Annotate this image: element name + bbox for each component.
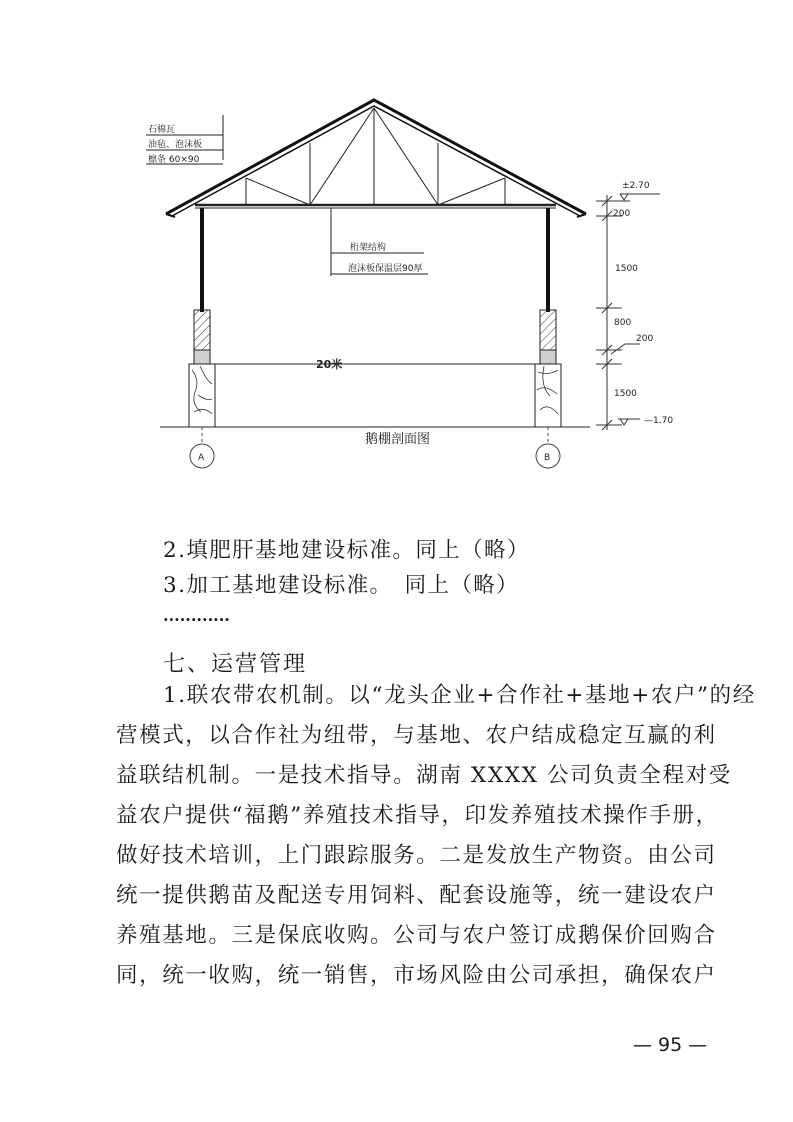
dim-1500-top: 1500 (615, 264, 638, 274)
dim-200-mid: 200 (636, 334, 654, 344)
axis-label-b: B (544, 453, 551, 463)
list-item: 2.填肥肝基地建设标准。同上（略） (163, 538, 530, 563)
wall-left (189, 310, 215, 427)
truss (195, 108, 556, 208)
section-heading: 七、运营管理 (163, 652, 308, 677)
paragraph-line: 做好技术培训，上门跟踪服务。二是发放生产物资。由公司 (116, 843, 717, 868)
roof (166, 100, 586, 217)
span-label: 20米 (316, 358, 343, 371)
goose-shed-section-diagram (0, 0, 793, 500)
paragraph-line: 益联结机制。一是技术指导。湖南 XXXX 公司负责全程对受 (116, 763, 732, 788)
diagram-svg (0, 0, 793, 500)
roof-label-3: 檩条 60×90 (148, 155, 200, 165)
ellipsis: ............ (163, 606, 230, 625)
dim-800: 800 (614, 318, 632, 328)
axis-label-a: A (198, 453, 205, 463)
list-item: 3.加工基地建设标准。 同上（略） (163, 573, 520, 598)
paragraph-line: 同，统一收购，统一销售，市场风险由公司承担，确保农户 (116, 963, 717, 988)
elevation-top: ±2.70 (622, 181, 650, 191)
dim-1500-bottom: 1500 (614, 389, 637, 399)
paragraph-line: 1.联农带农机制。以“龙头企业+合作社+基地+农户”的经 (163, 683, 756, 708)
structure-label-1: 桁架结构 (350, 243, 387, 253)
diagram-caption: 鹅棚剖面图 (365, 432, 431, 447)
paragraph-line: 营模式，以合作社为纽带，与基地、农户结成稳定互赢的利 (116, 723, 717, 748)
paragraph-line: 益农户提供“福鹅”养殖技术指导，印发养殖技术操作手册， (116, 803, 719, 828)
structure-label-2: 泡沫板保温层90厚 (348, 264, 423, 274)
paragraph-line: 养殖基地。三是保底收购。公司与农户签订成鹅保价回购合 (116, 923, 717, 948)
paragraph-line: 统一提供鹅苗及配送专用饲料、配套设施等，统一建设农户 (116, 883, 717, 908)
roof-label-1: 石棉瓦 (148, 125, 176, 135)
columns (202, 208, 548, 312)
page-number: — 95 — (633, 1034, 708, 1056)
roof-label-2: 油毡、泡沫板 (148, 140, 203, 150)
dim-200-top: 200 (613, 209, 631, 219)
wall-right (535, 310, 561, 427)
elevation-bottom: —1.70 (644, 416, 674, 426)
